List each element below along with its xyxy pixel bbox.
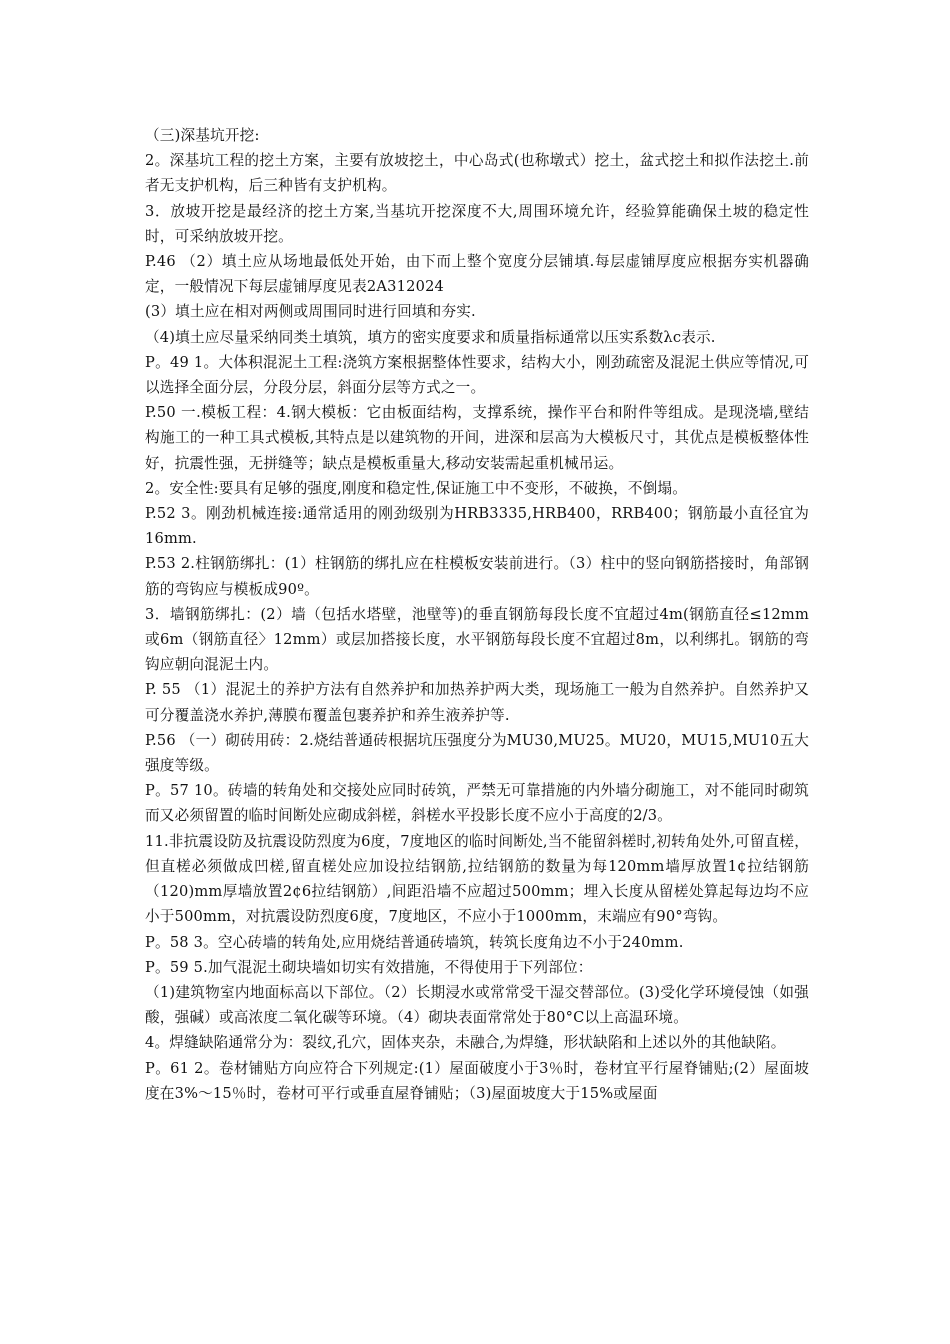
paragraph: P.56 （一）砌砖用砖：2.烧结普通砖根据坑压强度分为MU30,MU25。MU20，MU15,MU10五大强度等级。 bbox=[145, 731, 809, 775]
paragraph: P.52 3。刚劲机械连接:通常适用的刚劲级别为HRB3335,HRB400，RRB400；钢筋最小直径宜为16mm. bbox=[145, 505, 809, 548]
paragraph: P。57 10。砖墙的转角处和交接处应同时砖筑，严禁无可靠措施的内外墙分砌施工，对不能同时砌筑而又必须留置的临时间断处应砌成斜槎，斜槎水平投影长度不应小于高度的2/3。 bbox=[145, 782, 809, 825]
paragraph: 3．放坡开挖是最经济的挖土方案,当基坑开挖深度不大,周围环境允许，经验算能确保土坡的稳定性时，可采纳放坡开挖。 bbox=[145, 202, 809, 245]
document-page bbox=[145, 123, 809, 1106]
paragraph: P。58 3。空心砖墙的转角处,应用烧结普通砖墙筑，转筑长度角边不小于240mm. bbox=[145, 933, 684, 951]
paragraph: 4。焊缝缺陷通常分为：裂纹,孔穴，固体夹杂，未融合,为焊缝，形状缺陷和上述以外的其他缺陷。 bbox=[145, 1034, 786, 1052]
paragraph: P. 55 （1）混泥土的养护方法有自然养护和加热养护两大类，现场施工一般为自然养护。自然养护又可分覆盖浇水养护,薄膜布覆盖包裹养护和养生液养护等. bbox=[145, 681, 809, 724]
paragraph-section-heading: （三)深基坑开挖: bbox=[145, 127, 260, 144]
paragraph: P。61 2。卷材铺贴方向应符合下列规定:(1）屋面破度小于3％时，卷材宜平行屋脊铺贴;(2）屋面坡度在3%～15％时，卷材可平行或垂直屋脊铺贴；（3)屋面坡度大于15%或屋面 bbox=[145, 1059, 809, 1102]
paragraph: P。59 5.加气混泥土砌块墙如切实有效措施，不得使用于下列部位： bbox=[145, 958, 593, 976]
paragraph: P.53 2.柱钢筋绑扎：(1）柱钢筋的绑扎应在柱模板安装前进行。（3）柱中的竖向钢筋搭接时，角部钢筋的弯钩应与模板成90º。 bbox=[145, 555, 809, 598]
paragraph: （4)填土应尽量采纳同类土填筑，填方的密实度要求和质量指标通常以压实系数λc表示. bbox=[145, 328, 716, 346]
paragraph: P.46 （2）填土应从场地最低处开始，由下而上整个宽度分层铺填.每层虚铺厚度应根据夯实机器确定，一般情况下每层虚铺厚度见表2A312024 bbox=[145, 253, 809, 296]
paragraph: P。49 1。大体积混泥土工程:浇筑方案根据整体性要求，结构大小，刚劲疏密及混泥土供应等情况,可以选择全面分层，分段分层，斜面分层等方式之一。 bbox=[145, 353, 809, 397]
paragraph: 2。深基坑工程的挖土方案，主要有放坡挖土，中心岛式(也称墩式）挖土，盆式挖土和拟作法挖土.前者无支护机构，后三种皆有支护机构。 bbox=[145, 152, 809, 195]
paragraph: 11.非抗震设防及抗震设防烈度为6度，7度地区的临时间断处,当不能留斜槎时,初转角处外,可留直槎，但直槎必须做成凹槎,留直槎处应加设拉结钢筋,拉结钢筋的数量为每120mm墙厚放置1¢拉结钢筋（120)mm厚墙放置2¢6拉结钢筋）,间距沿墙不应超过500mm；埋入长度从留槎处算起每边均不应小于500mm，对抗震设防烈度6度，7度地区，不应小于1000mm，末端应有90°弯钩。 bbox=[145, 832, 809, 926]
paragraph: P.50 一.模板工程：4.钢大模板：它由板面结构，支撑系统，操作平台和附件等组成。是现浇墙,壁结构施工的一种工具式模板,其特点是以建筑物的开间，进深和层高为大模板尺寸，其优点是模板整体性好，抗震性强，无拼缝等；缺点是模板重量大,移动安装需起重机械吊运。 bbox=[145, 404, 809, 472]
paragraph: (3）填土应在相对两侧或周围同时进行回填和夯实. bbox=[145, 303, 476, 321]
paragraph: 2。安全性:要具有足够的强度,刚度和稳定性,保证施工中不变形，不破换，不倒塌。 bbox=[145, 479, 688, 497]
paragraph: 3．墙钢筋绑扎：(2）墙（包括水塔壁，池壁等)的垂直钢筋每段长度不宜超过4m(钢筋直径≤12mm或6m（钢筋直径〉12mm）或层加搭接长度，水平钢筋每段长度不宜超过8m，以利绑扎。钢筋的弯钩应朝向混泥土内。 bbox=[145, 605, 809, 674]
paragraph: （1)建筑物室内地面标高以下部位。（2）长期浸水或常常受干湿交替部位。(3)受化学环境侵蚀（如强酸，强碱）或高浓度二氧化碳等环境。（4）砌块表面常常处于80°C以上高温环境。 bbox=[145, 983, 809, 1027]
